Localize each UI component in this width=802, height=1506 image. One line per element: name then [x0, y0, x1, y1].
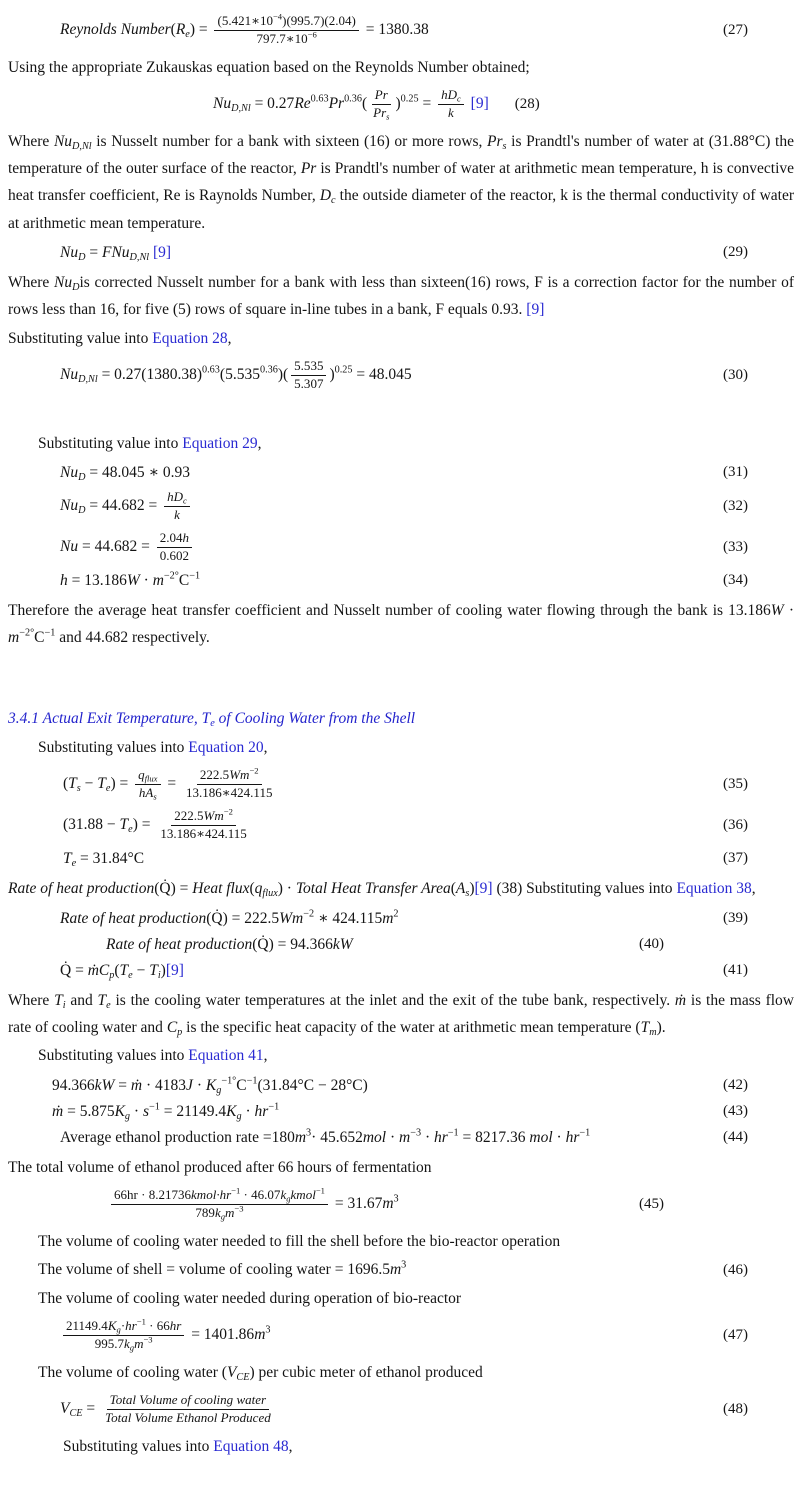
equation-number: (29): [723, 244, 748, 261]
equation-number: (36): [723, 816, 748, 833]
equation-body: $NuD,Nl = 0.27(1380.38)^{0.63}(5.535^{0.36})$( $\frac{5.535}{5.307}$ )$^{0.25}$ = 48.045: [60, 357, 412, 391]
equation-line: [8, 1392, 794, 1427]
equation-number: (40): [639, 935, 664, 952]
equation-body: Nu = 44.682 = $\frac{2.04h}{0.602}$: [8, 530, 195, 565]
equation-number: (45): [639, 1196, 664, 1213]
fraction: $\frac{21149.4Kg\cdot hr^{-1} \cdot 66hr}{995.7kgm^{-3}}$: [63, 1318, 184, 1353]
fraction: $\frac{222.5Wm^{-2}}{13.186∗424.115}$: [160, 806, 247, 842]
equation-line: [8, 909, 794, 929]
cross-reference-link[interactable]: Equation 48: [213, 1438, 289, 1456]
paragraph-line: [8, 987, 794, 1042]
line-text: 3.4.1 Actual Exit Temperature, Te of Cooling Water from the Shell: [8, 710, 416, 730]
line-text: Substituting values into Equation 20,: [38, 739, 268, 757]
equation-body: NuD = 48.045 ∗ 0.93: [60, 463, 191, 484]
cross-reference-link[interactable]: Equation 28: [152, 329, 228, 347]
equation-line: [8, 1187, 794, 1222]
equation-body: $\frac{21149.4Kg\cdot hr^{-1} \cdot 66hr}{995.7kgm^{-3}}$ = $1401.86m^3$: [8, 1318, 271, 1353]
equation-number: (31): [723, 464, 748, 481]
equation-number: (35): [723, 776, 748, 793]
equation-body: Reynolds Number(Re) = $\frac{(5.421∗10^{-4})(995.7)(2.04)}{797.7∗10^{-6}}$ = 1380.38: [60, 11, 429, 46]
cross-reference-link[interactable]: [9]: [470, 95, 489, 113]
equation-number: (43): [723, 1103, 748, 1120]
fraction: $\frac{5.535}{5.307}$: [291, 358, 326, 393]
cross-reference-link[interactable]: [9]: [153, 243, 172, 261]
fraction: $\frac{\text{hDc}}{k}$: [164, 489, 190, 524]
equation-body: Average ethanol production rate $=180m^3\cdot 45.652mol \cdot m^{-3} \cdot hr^{-1} = 8217.36$ mol · $hr^{-1}$: [60, 1127, 591, 1146]
fraction: $\frac{2.04h}{0.602}$: [157, 530, 192, 565]
equation-number: (48): [723, 1400, 748, 1417]
cross-reference-link[interactable]: [9]: [165, 961, 184, 979]
equation-number: (42): [723, 1077, 748, 1094]
fraction: $\frac{\text{Total Volume of cooling water}}{\text{Total Volume Ethanol Produced}}$: [105, 1392, 271, 1426]
equation-body: NuD = FNuD,Nl [9]: [60, 243, 172, 264]
equation-body: Te = 31.84°C: [63, 850, 145, 870]
paragraph-line: [8, 1256, 794, 1283]
line-text: Substituting value into Equation 29,: [38, 434, 262, 452]
paragraph-line: [8, 1359, 794, 1386]
fraction: $\frac{\text{hDc}}{k}$: [438, 87, 464, 122]
fraction: $\frac{\text{qflux}}{\text{hAs}}$: [135, 767, 160, 802]
line-text: Substituting value into Equation 28,: [8, 329, 232, 347]
spacer: [8, 652, 794, 704]
equation-number: (44): [723, 1129, 748, 1146]
equation-line: [8, 358, 794, 393]
equation-body: $NuD,Nl = 0.27Re^{0.63}Pr^{0.36}$( $\frac{Pr}{\text{Prs}}$ )$^{0.25}$ = $\frac{\text{hDc}}{k}$ [9]: [213, 87, 489, 122]
paragraph-line: [8, 269, 794, 324]
line-text: Where NuD,Nl is Nusselt number for a bank with sixteen (16) or more rows, Prs is Prandtl's number of water at (31.88°C) the temperature of the outer surface of the reactor, Pr is Prandtl's number of water at arithmetic mean temperature, h is convective heat transfer coefficient, Re is Raynolds Number, Dc the outside diameter of the reactor, k is the thermal conductivity of water at arithmetic mean temperature.: [8, 132, 795, 232]
equation-number: (34): [723, 572, 748, 589]
equation-number: (32): [723, 497, 748, 514]
equation-line: [8, 1076, 794, 1096]
equation-number: (41): [723, 962, 748, 979]
line-text: The volume of cooling water (VCE) per cubic meter of ethanol produced: [38, 1363, 483, 1384]
paragraph-line: [8, 734, 794, 761]
equation-line: [8, 767, 794, 802]
equation-body: Rate of heat production(Q̇) = $222.5Wm^{-2}$ ∗ $424.115m^2$: [60, 908, 399, 927]
equation-line: [8, 1102, 794, 1122]
paragraph-line: [8, 128, 794, 237]
equation-line: [8, 961, 794, 981]
line-text: Using the appropriate Zukauskas equation based on the Reynolds Number obtained;: [8, 58, 530, 76]
equation-line: [8, 13, 794, 48]
equation-line: [8, 463, 794, 483]
equation-body: 94.366kW = ṁ · $4183J \cdot Kg^{-1^\circ}C^{-1}(31.84^\circ C - 28^\circ C)$: [52, 1075, 368, 1096]
equation-body: Rate of heat production(Q̇) = 94.366kW: [106, 935, 353, 953]
paragraph-line: [8, 430, 794, 457]
equation-body: NuD = 44.682 = $\frac{\text{hDc}}{k}$: [8, 489, 193, 524]
line-text: The volume of cooling water needed during operation of bio-reactor: [38, 1289, 462, 1307]
equation-number: (47): [723, 1326, 748, 1343]
equation-body: VCE = $\frac{\text{Total Volume of cooling water}}{\text{Total Volume Ethanol Produced}}$: [8, 1392, 277, 1427]
cross-reference-link[interactable]: Equation 20: [188, 739, 264, 757]
line-text: The volume of cooling water needed to fill the shell before the bio-reactor operation: [38, 1233, 561, 1251]
fraction: $\frac{Pr}{\text{Prs}}$: [373, 87, 390, 122]
line-text: Where NuDis corrected Nusselt number for a bank with less than sixteen(16) rows, F is a correction factor for the number of rows less than 16, for five (5) rows of square in-line tubes in a bank, F equals 0.93. [9]: [8, 274, 794, 319]
paragraph-line: [8, 1285, 794, 1312]
cross-reference-link[interactable]: [9]: [474, 880, 493, 898]
equation-line: [8, 530, 794, 565]
section-heading: [8, 707, 794, 732]
cross-reference-link[interactable]: Equation 29: [182, 434, 258, 452]
paragraph-line: [8, 1042, 794, 1069]
paragraph-line: [8, 597, 794, 652]
paragraph-line: [8, 1154, 794, 1181]
line-text: The total volume of ethanol produced after 66 hours of fermentation: [8, 1159, 432, 1177]
fraction: $\frac{66hr \cdot 8.21736kmol\cdot hr^{-1} \cdot 46.07kgkmol^{-1}}{789kgm^{-3}}$: [111, 1187, 328, 1222]
line-text: The volume of shell = volume of cooling water = $1696.5m^3$: [38, 1260, 407, 1279]
equation-line: [8, 87, 794, 122]
equation-number: (37): [723, 850, 748, 867]
fraction: $\frac{(5.421∗10^{-4})(995.7)(2.04)}{797.7∗10^{-6}}$: [214, 13, 358, 48]
equation-line: [8, 1128, 794, 1148]
paragraph-line: [8, 1228, 794, 1255]
cross-reference-link[interactable]: [9]: [526, 301, 545, 319]
line-text: Therefore the average heat transfer coefficient and Nusselt number of cooling water flowing through the bank is $13.186W \cdot m^{-2^\circ}C^{-1}$ and 44.682 respectively.: [8, 601, 794, 647]
cross-reference-link[interactable]: Equation 41: [188, 1047, 264, 1065]
document-content: [8, 13, 794, 1460]
fraction: $\frac{222.5Wm^{-2}}{13.186∗424.115}$: [186, 766, 273, 801]
equation-line: [8, 571, 794, 591]
paragraph-line: [8, 325, 794, 352]
cross-reference-link[interactable]: Equation 38: [676, 880, 752, 898]
equation-body: $\frac{66hr \cdot 8.21736kmol\cdot hr^{-1} \cdot 46.07kgkmol^{-1}}{789kgm^{-3}}$ = $31.67m^3$: [8, 1187, 399, 1222]
equation-body: Q̇ = ṁCp(Te − Ti)[9]: [60, 961, 184, 981]
equation-body: ṁ = $5.875Kg \cdot s^{-1} = 21149.4Kg \cdot hr^{-1}$: [52, 1101, 280, 1122]
equation-line: [8, 849, 794, 869]
paragraph-line: [8, 875, 794, 902]
equation-line: [8, 243, 794, 263]
equation-body: (31.88 − Te) = $\frac{222.5Wm^{-2}}{13.186∗424.115}$: [8, 808, 253, 843]
equation-line: [8, 489, 794, 524]
equation-number: (39): [723, 909, 748, 926]
spacer: [8, 399, 794, 429]
line-text: Rate of heat production(Q̇) = Heat flux(qflux) · Total Heat Transfer Area(As)[9] (38) Substituting values into Equation 38,: [8, 880, 756, 900]
equation-number: (30): [723, 366, 748, 383]
line-text: Substituting values into Equation 41,: [38, 1047, 268, 1065]
equation-number: (28): [514, 95, 540, 112]
equation-number: (46): [723, 1262, 748, 1279]
paragraph-line: [8, 54, 794, 81]
line-text: Where Ti and Te is the cooling water temperatures at the inlet and the exit of the tube bank, respectively. ṁ is the mass flow rate of cooling water and Cp is the specific heat capacity of the water at arithmetic mean temperature (Tm).: [8, 991, 794, 1039]
equation-number: (33): [723, 538, 748, 555]
equation-number: (27): [723, 21, 748, 38]
equation-line: [8, 808, 794, 843]
paragraph-line: [8, 1433, 794, 1460]
equation-body: $h = 13.186W \cdot m^{-2^\circ}C^{-1}$: [60, 570, 201, 589]
equation-line: [8, 1318, 794, 1353]
equation-line: [8, 935, 794, 955]
line-text: Substituting values into Equation 48,: [63, 1438, 293, 1456]
equation-body: (Ts − Te) = $\frac{\text{qflux}}{\text{hAs}}$ = $\frac{222.5Wm^{-2}}{13.186∗424.115}$: [8, 767, 278, 802]
